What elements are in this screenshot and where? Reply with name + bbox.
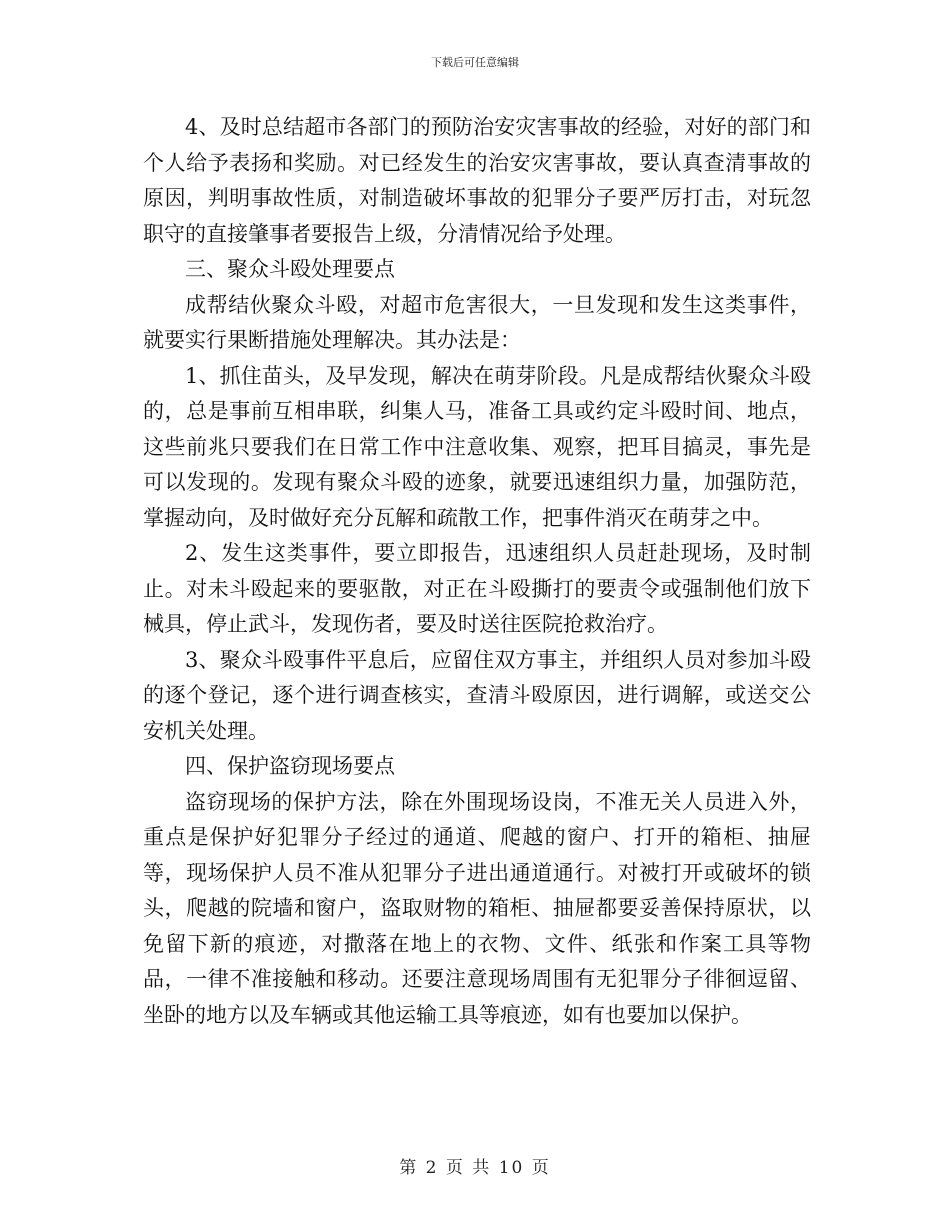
paragraph-theft-scene: 盗窃现场的保护方法，除在外围现场设岗，不准无关人员进入外，重点是保护好犯罪分子经过的通道、爬越的窗户、打开的箱柜、抽屉等，现场保护人员不准从犯罪分子进出通道通行。对被打开或破坏的锁头，爬越的院墙和窗户，盗取财物的箱柜、抽屉都要妥善保持原状，以免留下新的痕迹，对撒落在地上的衣物、文件、纸张和作案工具等物品，一律不准接触和移动。还要注意现场周围有无犯罪分子徘徊逗留、坐卧的地方以及车辆或其他运输工具等痕迹，如有也要加以保护。 — [143, 789, 811, 1027]
paragraph-item-2: 2、发生这类事件，要立即报告，迅速组织人员赶赴现场，及时制止。对未斗殴起来的要驱散，对正在斗殴撕打的要责令或强制他们放下械具，停止武斗，发现伤者，要及时送往医院抢救治疗。 — [143, 541, 811, 636]
paragraph-intro-fights: 成帮结伙聚众斗殴，对超市危害很大，一旦发现和发生这类事件，就要实行果断措施处理解决。其办法是： — [143, 292, 811, 352]
document-body — [143, 110, 811, 1033]
page-footer: 第 2 页 共 10 页 — [399, 1158, 551, 1178]
section-heading-4: 四、保护盗窃现场要点 — [185, 754, 395, 778]
paragraph-item-4: 4、及时总结超市各部门的预防治安灾害事故的经验，对好的部门和个人给予表扬和奖励。对已经发生的治安灾害事故，要认真查清事故的原因，判明事故性质，对制造破坏事故的犯罪分子要严厉打击，对玩忽职守的直接肇事者要报告上级，分清情况给予处理。 — [143, 115, 811, 246]
paragraph-item-3: 3、聚众斗殴事件平息后，应留住双方事主，并组织人员对参加斗殴的逐个登记，逐个进行调查核实，查清斗殴原因，进行调解，或送交公安机关处理。 — [143, 647, 811, 743]
page-header: 下载后可任意编辑 — [431, 56, 519, 69]
paragraph-item-1: 1、抓住苗头，及早发现，解决在萌芽阶段。凡是成帮结伙聚众斗殴的，总是事前互相串联，纠集人马，准备工具或约定斗殴时间、地点，这些前兆只要我们在日常工作中注意收集、观察，把耳目搞灵，事先是可以发现的。发现有聚众斗殴的迹象，就要迅速组织力量，加强防范，掌握动向，及时做好充分瓦解和疏散工作，把事件消灭在萌芽之中。 — [143, 363, 811, 530]
section-heading-3: 三、聚众斗殴处理要点 — [185, 257, 395, 281]
